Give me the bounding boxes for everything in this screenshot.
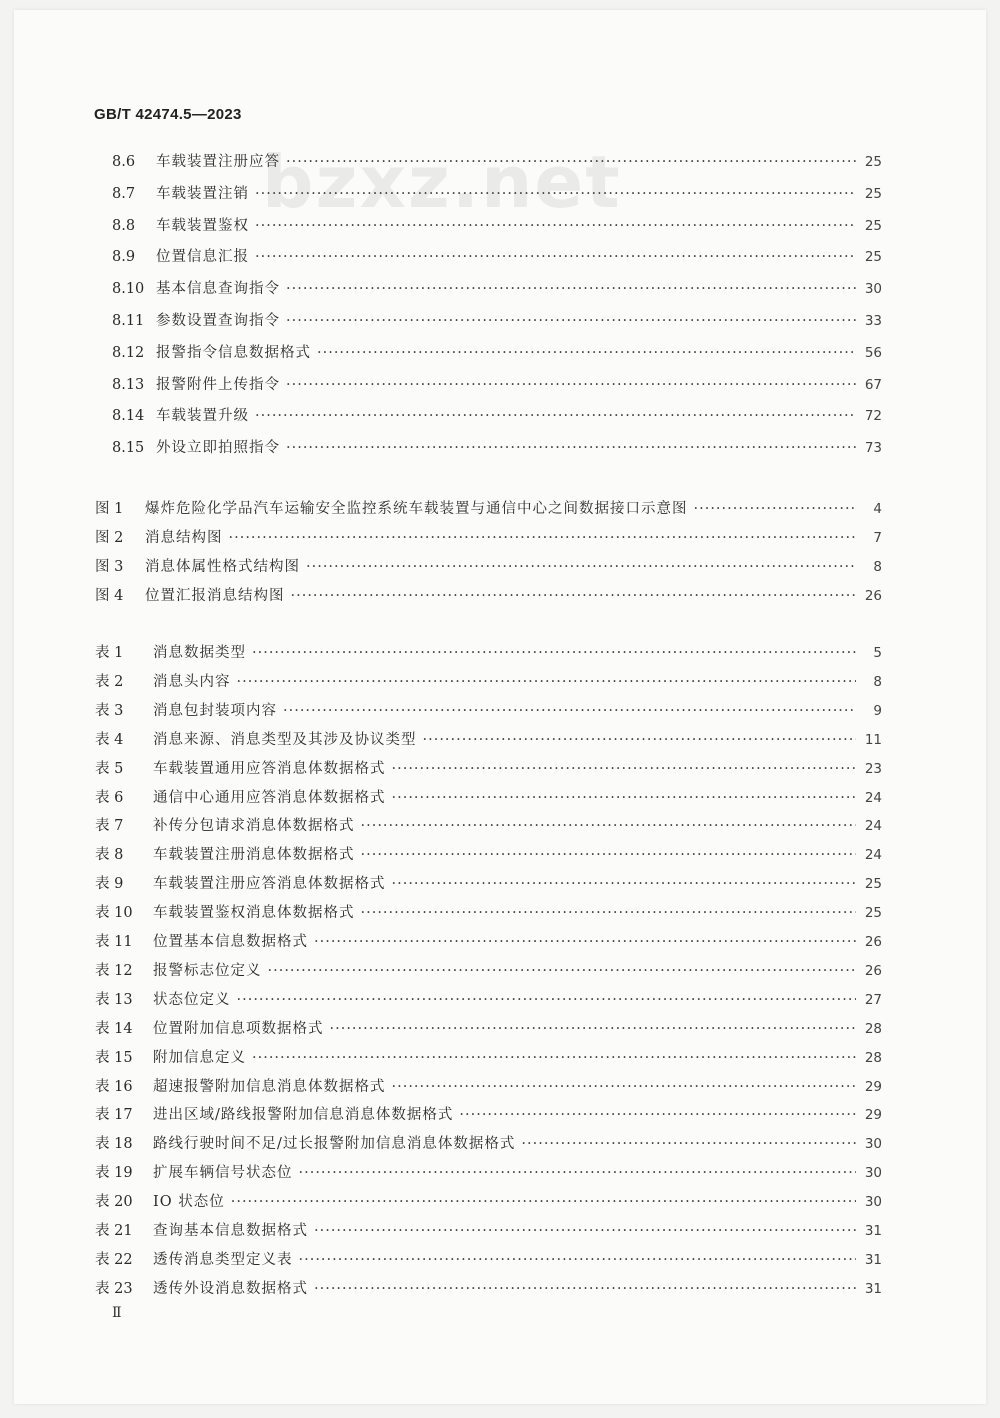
page-number: Ⅱ	[112, 1305, 122, 1321]
section-title: 位置信息汇报	[156, 249, 249, 266]
figure-page: 26	[864, 588, 882, 604]
leader-dots	[299, 1163, 857, 1183]
table-entry[interactable]	[95, 990, 882, 1010]
table-number: 表 17	[95, 1107, 133, 1124]
section-entry[interactable]	[112, 438, 882, 458]
leader-dots	[314, 1279, 856, 1299]
leader-dots	[392, 1077, 857, 1097]
table-page: 23	[864, 760, 882, 777]
table-entry[interactable]	[95, 701, 882, 721]
table-page: 29	[864, 1107, 882, 1124]
table-entry[interactable]	[95, 672, 882, 692]
section-number: 8.9	[112, 249, 136, 266]
leader-dots	[694, 499, 857, 519]
table-page: 25	[864, 876, 882, 893]
section-page: 25	[864, 185, 882, 202]
table-number: 表 5	[95, 760, 124, 777]
leader-dots	[229, 528, 857, 548]
table-entry[interactable]	[95, 1048, 882, 1068]
table-number: 表 4	[95, 731, 124, 748]
leader-dots	[306, 557, 856, 577]
leader-dots	[317, 343, 856, 363]
figure-number: 图 4	[95, 588, 124, 604]
leader-dots	[283, 701, 856, 721]
table-number: 表 13	[95, 991, 133, 1008]
table-title: 车载装置鉴权消息体数据格式	[153, 905, 355, 922]
leader-dots	[361, 845, 857, 865]
section-page: 67	[864, 376, 882, 393]
table-title: 扩展车辆信号状态位	[153, 1165, 293, 1182]
table-page: 30	[864, 1136, 882, 1153]
section-title: 报警指令信息数据格式	[156, 344, 311, 361]
table-page: 24	[864, 847, 882, 864]
section-entry[interactable]	[112, 406, 882, 426]
watermark: bzxz.net	[262, 140, 622, 224]
table-number: 表 12	[95, 962, 133, 979]
figure-page: 7	[873, 530, 882, 546]
table-page: 25	[864, 905, 882, 922]
table-entry[interactable]	[95, 932, 882, 952]
table-entry[interactable]	[95, 874, 882, 894]
table-page: 11	[864, 731, 882, 748]
table-number: 表 22	[95, 1251, 133, 1268]
table-title: 消息数据类型	[153, 645, 246, 661]
section-title: 车载装置升级	[156, 408, 249, 425]
leader-dots	[392, 759, 857, 779]
table-entry[interactable]	[95, 730, 882, 750]
leader-dots	[268, 961, 857, 981]
standard-number: GB/T 42474.5—2023	[94, 106, 242, 123]
table-entry[interactable]	[95, 759, 882, 779]
table-page: 24	[864, 789, 882, 806]
table-entry[interactable]	[95, 961, 882, 981]
section-entry[interactable]	[112, 375, 882, 395]
leader-dots	[286, 279, 856, 299]
leader-dots	[237, 990, 857, 1010]
section-number: 8.6	[112, 154, 136, 170]
table-entry[interactable]	[95, 1250, 882, 1270]
leader-dots	[291, 586, 857, 606]
leader-dots	[286, 438, 856, 458]
section-title: 基本信息查询指令	[156, 281, 280, 298]
table-title: 消息头内容	[153, 673, 231, 690]
table-title: 查询基本信息数据格式	[153, 1223, 308, 1239]
figure-entry[interactable]	[95, 557, 882, 577]
leader-dots	[231, 1192, 856, 1212]
table-page: 30	[864, 1165, 882, 1182]
table-page: 28	[864, 1020, 882, 1037]
table-entry[interactable]	[95, 1192, 882, 1212]
leader-dots	[255, 216, 856, 236]
table-entry[interactable]	[95, 1077, 882, 1097]
table-title: 附加信息定义	[153, 1049, 246, 1066]
section-entry[interactable]	[112, 279, 882, 299]
section-page: 25	[864, 154, 882, 170]
table-page: 31	[864, 1251, 882, 1268]
leader-dots	[252, 1048, 856, 1068]
section-title: 报警附件上传指令	[156, 376, 280, 393]
table-entry[interactable]	[95, 1221, 882, 1241]
table-number: 表 16	[95, 1078, 133, 1095]
table-number: 表 9	[95, 876, 124, 893]
table-number: 表 10	[95, 905, 133, 922]
section-number: 8.8	[112, 217, 136, 234]
table-title: 路线行驶时间不足/过长报警附加信息消息体数据格式	[153, 1136, 516, 1153]
table-page: 31	[864, 1280, 882, 1297]
section-title: 参数设置查询指令	[156, 313, 280, 329]
section-number: 8.11	[112, 313, 145, 329]
figure-title: 位置汇报消息结构图	[145, 588, 285, 604]
section-page: 33	[864, 313, 882, 329]
leader-dots	[255, 247, 856, 267]
section-page: 56	[864, 344, 882, 361]
leader-dots	[392, 788, 857, 808]
table-entry[interactable]	[95, 1019, 882, 1039]
table-number: 表 6	[95, 789, 124, 806]
table-title: 透传外设消息数据格式	[153, 1280, 308, 1297]
table-number: 表 23	[95, 1280, 133, 1297]
table-number: 表 2	[95, 673, 124, 690]
table-title: 透传消息类型定义表	[153, 1251, 293, 1268]
table-page: 29	[864, 1078, 882, 1095]
figure-number: 图 1	[95, 501, 124, 517]
table-number: 表 3	[95, 702, 124, 719]
table-entry[interactable]	[95, 903, 882, 923]
table-page: 26	[864, 962, 882, 979]
table-title: 补传分包请求消息体数据格式	[153, 818, 355, 835]
section-number: 8.13	[112, 376, 145, 393]
figure-title: 爆炸危险化学品汽车运输安全监控系统车载装置与通信中心之间数据接口示意图	[145, 501, 688, 517]
table-entry[interactable]	[95, 1279, 882, 1299]
table-entry[interactable]	[95, 845, 882, 865]
section-title: 外设立即拍照指令	[156, 440, 280, 457]
table-entry[interactable]	[95, 1163, 882, 1183]
section-page: 25	[864, 249, 882, 266]
section-number: 8.10	[112, 281, 145, 298]
table-number: 表 15	[95, 1049, 133, 1066]
table-page: 24	[864, 818, 882, 835]
table-title: 消息来源、消息类型及其涉及协议类型	[153, 731, 417, 748]
section-page: 25	[864, 217, 882, 234]
leader-dots	[392, 874, 857, 894]
leader-dots	[361, 903, 857, 923]
table-number: 表 14	[95, 1020, 133, 1037]
table-number: 表 11	[95, 934, 133, 950]
section-page: 73	[864, 440, 882, 457]
table-page: 5	[873, 645, 882, 661]
leader-dots	[361, 816, 857, 836]
table-entry[interactable]	[95, 1134, 882, 1154]
table-page: 9	[873, 702, 882, 719]
table-page: 8	[873, 673, 882, 690]
figure-entry[interactable]	[95, 528, 882, 548]
leader-dots	[255, 184, 856, 204]
table-number: 表 7	[95, 818, 124, 835]
section-number: 8.14	[112, 408, 145, 425]
table-title: 进出区域/路线报警附加信息消息体数据格式	[153, 1107, 454, 1124]
section-number: 8.15	[112, 440, 145, 457]
figure-entry[interactable]	[95, 499, 882, 519]
section-entry[interactable]	[112, 152, 882, 172]
section-title: 车载装置鉴权	[156, 217, 249, 234]
leader-dots	[459, 1105, 856, 1125]
section-entry[interactable]	[112, 184, 882, 204]
table-number: 表 20	[95, 1194, 133, 1211]
table-title: 通信中心通用应答消息体数据格式	[153, 789, 386, 806]
figure-title: 消息体属性格式结构图	[145, 559, 300, 575]
section-title: 车载装置注销	[156, 185, 249, 202]
figure-number: 图 3	[95, 559, 124, 575]
table-number: 表 18	[95, 1136, 133, 1153]
figure-page: 8	[873, 559, 882, 575]
section-entry[interactable]	[112, 343, 882, 363]
figure-entry[interactable]	[95, 586, 882, 606]
table-title: 状态位定义	[153, 991, 231, 1008]
table-entry[interactable]	[95, 788, 882, 808]
leader-dots	[314, 1221, 856, 1241]
leader-dots	[299, 1250, 857, 1270]
table-page: 31	[864, 1223, 882, 1239]
section-entry[interactable]	[112, 216, 882, 236]
table-title: 位置附加信息项数据格式	[153, 1020, 324, 1037]
table-title: 车载装置通用应答消息体数据格式	[153, 760, 386, 777]
section-title: 车载装置注册应答	[156, 154, 280, 170]
section-page: 72	[864, 408, 882, 425]
table-title: 报警标志位定义	[153, 962, 262, 979]
figure-page: 4	[873, 501, 882, 517]
leader-dots	[521, 1134, 856, 1154]
table-number: 表 19	[95, 1165, 133, 1182]
table-number: 表 1	[95, 645, 124, 661]
section-page: 30	[864, 281, 882, 298]
leader-dots	[286, 375, 856, 395]
table-page: 28	[864, 1049, 882, 1066]
section-entry[interactable]	[112, 311, 882, 331]
table-title: 消息包封装项内容	[153, 702, 277, 719]
figure-title: 消息结构图	[145, 530, 223, 546]
table-title: 车载装置注册应答消息体数据格式	[153, 876, 386, 893]
table-title: 超速报警附加信息消息体数据格式	[153, 1078, 386, 1095]
leader-dots	[286, 152, 856, 172]
table-page: 30	[864, 1194, 882, 1211]
table-page: 27	[864, 991, 882, 1008]
table-entry[interactable]	[95, 816, 882, 836]
table-title: 车载装置注册消息体数据格式	[153, 847, 355, 864]
table-entry[interactable]	[95, 643, 882, 663]
table-page: 26	[864, 934, 882, 950]
table-number: 表 21	[95, 1223, 133, 1239]
leader-dots	[252, 643, 856, 663]
table-number: 表 8	[95, 847, 124, 864]
leader-dots	[314, 932, 856, 952]
section-number: 8.7	[112, 185, 136, 202]
section-number: 8.12	[112, 344, 145, 361]
leader-dots	[286, 311, 856, 331]
table-entry[interactable]	[95, 1105, 882, 1125]
table-title: 位置基本信息数据格式	[153, 934, 308, 950]
leader-dots	[423, 730, 857, 750]
leader-dots	[330, 1019, 857, 1039]
table-title: IO 状态位	[153, 1194, 225, 1211]
figure-number: 图 2	[95, 530, 124, 546]
section-entry[interactable]	[112, 247, 882, 267]
leader-dots	[237, 672, 857, 692]
leader-dots	[255, 406, 856, 426]
